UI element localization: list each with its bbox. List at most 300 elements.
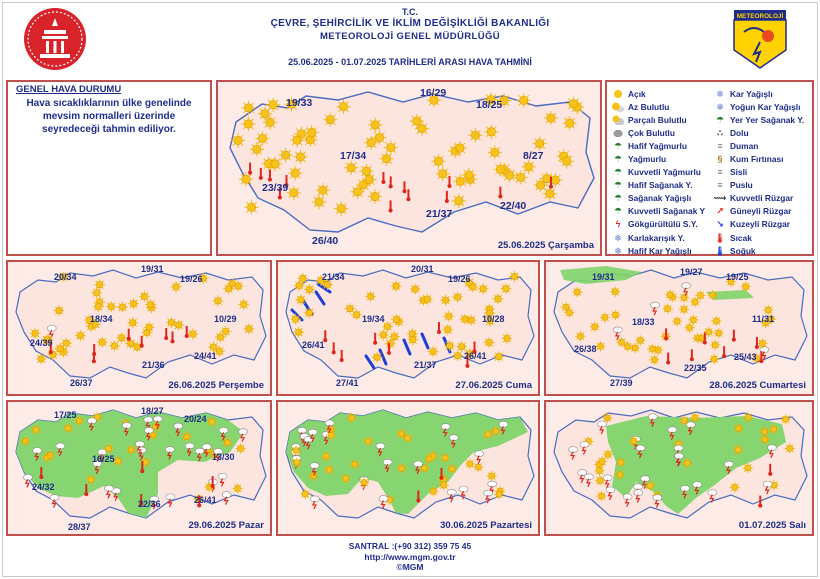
temp-value: 21/37 <box>414 360 437 370</box>
sun-icon <box>440 453 450 463</box>
legend-item: ☂ Sağanak Yağışlı <box>611 192 705 205</box>
map-day0-panel <box>216 80 602 256</box>
sun-icon <box>428 486 438 496</box>
sun-icon <box>103 443 113 453</box>
sun-icon <box>572 287 582 297</box>
sun-icon <box>757 338 767 348</box>
sun-icon <box>630 343 640 353</box>
sun-icon <box>561 302 571 312</box>
cloudy-icon <box>611 128 625 138</box>
sun-icon <box>294 280 305 291</box>
sun-icon <box>295 294 306 305</box>
temp-value: 19/34 <box>362 314 385 324</box>
sun-icon <box>679 416 689 426</box>
map-day5-date: 30.06.2025 Pazartesi <box>440 520 532 531</box>
sun-icon <box>679 304 689 314</box>
map-day1-svg <box>8 262 270 394</box>
sun-icon <box>645 480 655 490</box>
hail-icon: ∴ <box>716 127 724 138</box>
heavy-snow-icon: ❄ <box>716 101 724 112</box>
meteoroloji-logo-icon <box>730 6 790 70</box>
sun-icon <box>293 327 304 338</box>
sun-icon <box>63 423 73 433</box>
general-weather-text: Hava sıcaklıklarının ülke genelinde mevsim normalleri üzerinde seyredeceği tahmin ediliyor. <box>26 98 192 135</box>
sun-icon <box>665 290 675 300</box>
temp-value: 22/40 <box>500 200 527 212</box>
temp-value: 17/34 <box>340 150 367 162</box>
sun-icon <box>428 346 439 357</box>
temp-value: 22/36 <box>138 499 161 509</box>
sun-icon <box>436 167 450 181</box>
sun-icon <box>117 302 128 313</box>
sun-icon <box>695 290 705 300</box>
sun-icon <box>690 297 700 307</box>
header <box>0 0 820 76</box>
sun-icon <box>20 436 30 446</box>
sun-icon <box>231 133 245 147</box>
sun-icon <box>566 97 580 111</box>
temp-value: 26/41 <box>464 351 487 361</box>
sun-icon <box>662 304 672 314</box>
sun-icon <box>410 114 424 128</box>
sun-icon <box>336 100 350 114</box>
sun-icon <box>166 317 177 328</box>
temp-value: 19/27 <box>680 267 703 277</box>
sun-icon <box>465 459 475 469</box>
legend-item: ↗ Güneyli Rüzgar <box>713 205 804 218</box>
map-day6-date: 01.07.2025 Salı <box>738 520 806 531</box>
sun-icon <box>760 434 770 444</box>
sun-icon <box>384 140 398 154</box>
sun-icon <box>290 314 301 325</box>
sun-icon <box>743 463 753 473</box>
sun-icon <box>452 350 463 361</box>
header-tc: T.C. <box>401 7 418 17</box>
sun-icon <box>312 195 326 209</box>
sun-icon <box>494 489 504 499</box>
legend-item: § Kum Fırtınası <box>713 152 804 165</box>
sun-icon <box>304 307 315 318</box>
map-day0-date: 25.06.2025 Çarşamba <box>497 240 594 251</box>
sun-icon <box>359 164 373 178</box>
sun-icon <box>187 329 198 340</box>
sun-icon <box>368 189 382 203</box>
legend-item: Açık <box>611 87 705 100</box>
sun-icon <box>255 131 269 145</box>
sun-icon <box>236 443 246 453</box>
sun-icon <box>563 116 577 130</box>
temp-value: 26/38 <box>574 344 597 354</box>
sun-icon <box>55 343 66 354</box>
temp-value: 28/37 <box>68 522 91 532</box>
temp-value: 20/34 <box>54 272 77 282</box>
partly-cloudy-icon <box>611 115 625 125</box>
sun-icon <box>575 331 585 341</box>
sun-icon <box>372 352 383 363</box>
sun-icon <box>207 417 217 427</box>
rain-icon: ☂ <box>613 154 623 165</box>
sun-icon <box>560 154 574 168</box>
sun-icon <box>733 445 743 455</box>
temp-value: 22/35 <box>684 363 707 373</box>
sun-icon <box>509 271 520 282</box>
map-day4-panel <box>6 400 272 536</box>
temp-value: 25/43 <box>734 352 757 362</box>
sun-icon <box>493 351 504 362</box>
sun-icon <box>308 471 318 481</box>
sun-icon <box>368 118 382 132</box>
legend-item: 🌡 Soğuk <box>714 245 756 256</box>
sun-icon <box>341 474 351 484</box>
sun-icon <box>344 161 358 175</box>
south-wind-icon: ↗ <box>716 206 724 217</box>
sun-icon <box>396 429 406 439</box>
sun-icon <box>711 316 721 326</box>
sun-icon <box>212 296 223 307</box>
sun-icon <box>690 413 700 423</box>
sun-icon <box>407 334 418 345</box>
sun-icon <box>334 202 348 216</box>
temp-value: 16/25 <box>92 454 115 464</box>
sun-icon <box>86 475 96 485</box>
sleet-icon: ❄ <box>614 232 622 243</box>
sun-icon <box>741 282 751 292</box>
sun-icon <box>244 200 258 214</box>
sun-icon <box>468 128 482 142</box>
legend-item: ☂ Hafif Yağmurlu <box>611 139 705 152</box>
sun-icon <box>452 194 466 208</box>
sun-icon <box>316 183 330 197</box>
sun-icon <box>215 332 226 343</box>
sun-icon <box>304 284 315 295</box>
sun-icon <box>730 482 740 492</box>
sun-icon <box>241 101 255 115</box>
map-day2-svg <box>278 262 538 394</box>
sun-icon <box>144 322 155 333</box>
legend <box>605 80 814 256</box>
temp-value: 10/29 <box>214 314 237 324</box>
sun-icon <box>48 349 59 360</box>
sun-icon <box>709 354 719 364</box>
temp-value: 19/31 <box>592 272 615 282</box>
temp-value: 19/26 <box>180 274 203 284</box>
sun-icon <box>484 125 498 139</box>
sun-icon <box>484 337 495 348</box>
sun-icon <box>410 284 421 295</box>
sun-icon <box>238 299 249 310</box>
cold-icon: 🌡 <box>714 245 726 256</box>
sun-icon <box>501 333 512 344</box>
shower-icon: ☂ <box>613 193 623 204</box>
legend-item: ↘ Kuzeyli Rüzgar <box>713 218 804 231</box>
legend-item: ☂ Kuvvetli Yağmurlu <box>611 166 705 179</box>
temp-value: 19/33 <box>286 97 313 109</box>
sun-icon <box>363 436 373 446</box>
temp-value: 19/31 <box>141 264 164 274</box>
sun-icon <box>431 154 445 168</box>
sun-icon <box>447 464 457 474</box>
temp-value: 11/31 <box>752 314 775 324</box>
sun-icon <box>493 293 504 304</box>
temp-value: 21/34 <box>322 272 345 282</box>
sun-icon <box>743 412 753 422</box>
sun-icon <box>714 328 724 338</box>
local-shower-icon: ☂ <box>715 114 725 125</box>
sun-icon <box>290 133 304 147</box>
sun-icon <box>300 489 310 499</box>
sun-icon <box>595 341 605 351</box>
sun-icon <box>326 430 336 440</box>
sun-icon <box>453 141 467 155</box>
sun-small-cloud-icon <box>611 102 625 112</box>
sun-icon <box>444 340 455 351</box>
sun-icon <box>517 93 531 107</box>
sun-icon <box>268 157 282 171</box>
sun-icon <box>424 454 434 464</box>
legend-item: Az Bulutlu <box>611 100 705 113</box>
legend-item: Parçalı Bulutlu <box>611 113 705 126</box>
sun-icon <box>391 314 402 325</box>
sun-icon <box>31 425 41 435</box>
temp-value: 17/25 <box>54 410 77 420</box>
heavy-rain-icon: ☂ <box>613 167 623 178</box>
sun-icon <box>439 480 449 490</box>
haze-icon: ≡ <box>717 180 723 191</box>
legend-item: ☂ Kuvvetli Sağanak Y <box>611 205 705 218</box>
temp-value: 20/31 <box>411 264 434 274</box>
sun-icon <box>93 301 104 312</box>
sun-icon <box>244 323 255 334</box>
sun-icon <box>487 471 497 481</box>
temp-value: 16/29 <box>420 87 447 99</box>
sun-icon <box>397 463 407 473</box>
temp-value: 18/34 <box>90 314 113 324</box>
sun-icon <box>688 315 698 325</box>
temp-value: 18/25 <box>476 99 503 111</box>
legend-item: ❄ Kar Yağışlı <box>713 87 804 100</box>
sun-icon <box>323 113 337 127</box>
sun-icon <box>292 457 302 467</box>
sun-icon <box>182 432 192 442</box>
sun-icon <box>501 283 512 294</box>
sun-icon <box>389 331 400 342</box>
sun-icon <box>391 281 402 292</box>
sun-icon <box>233 281 244 292</box>
sun-icon <box>258 107 272 121</box>
map-day3-panel <box>544 260 814 396</box>
sun-icon <box>128 298 139 309</box>
sun-icon <box>488 145 502 159</box>
legend-item: ⟿ Kuvvetli Rüzgar <box>713 193 794 204</box>
legend-column-2 <box>713 87 804 257</box>
header-ministry: ÇEVRE, ŞEHİRCİLİK VE İKLİM DEĞİŞİKLİĞİ BAKANLIĞI <box>270 18 550 29</box>
sandstorm-icon: § <box>717 154 723 165</box>
map-day5-panel <box>276 400 540 536</box>
legend-item: ∴ Dolu <box>713 126 804 139</box>
sun-icon <box>610 310 620 320</box>
footer-phone: SANTRAL :(+90 312) 359 75 45 <box>348 541 472 551</box>
sun-icon <box>491 426 501 436</box>
legend-item: ❄ Yoğun Kar Yağışlı <box>713 100 804 113</box>
sun-icon <box>597 456 607 466</box>
temp-value: 24/32 <box>32 482 55 492</box>
sun-icon <box>126 445 136 455</box>
sun-icon <box>359 477 369 487</box>
sun-icon <box>45 450 55 460</box>
legend-item: ❄ Karlakarışık Y. <box>611 231 705 244</box>
sun-icon <box>672 316 682 326</box>
north-wind-icon: ↘ <box>716 219 724 230</box>
map-day5-svg <box>278 402 538 534</box>
smoke-icon: ≡ <box>717 140 723 151</box>
light-snow-icon: ❄ <box>614 245 622 256</box>
legend-item: ≡ Puslu <box>713 179 804 192</box>
header-directorate: METEOROLOJİ GENEL MÜDÜRLÜĞÜ <box>319 31 501 42</box>
sun-icon <box>781 414 791 424</box>
legend-item: ☂ Hafif Sağanak Y. <box>611 179 705 192</box>
sun-icon <box>109 340 120 351</box>
temp-value: 20/24 <box>184 414 207 424</box>
temp-value: 13/30 <box>212 452 235 462</box>
sun-icon <box>635 335 645 345</box>
sun-icon <box>241 117 255 131</box>
sun-icon <box>106 301 117 312</box>
map-day3-date: 28.06.2025 Cumartesi <box>709 380 806 391</box>
map-day0-svg <box>218 82 600 254</box>
sun-icon <box>615 470 625 480</box>
sun-icon <box>452 292 463 303</box>
map-day2-panel <box>276 260 540 396</box>
sun-icon <box>785 443 795 453</box>
thunderstorm-icon <box>310 496 319 509</box>
temp-value: 19/25 <box>726 272 749 282</box>
general-weather-title: GENEL HAVA DURUMU <box>16 84 122 95</box>
sun-icon <box>616 457 626 467</box>
sun-icon <box>611 89 625 99</box>
sun-icon <box>610 287 620 297</box>
sun-icon <box>533 136 547 150</box>
sun-icon <box>596 491 606 501</box>
legend-item: ☂ Yer Yer Sağanak Y. <box>713 113 804 126</box>
sun-icon <box>364 136 378 150</box>
sun-icon <box>365 291 376 302</box>
sun-icon <box>543 187 557 201</box>
map-day1-date: 26.06.2025 Perşembe <box>168 380 264 391</box>
map-day1-panel <box>6 260 272 396</box>
footer-url[interactable]: http://www.mgm.gov.tr <box>364 551 456 562</box>
meteoroloji-logo-text: METEOROLOJİ <box>736 13 784 20</box>
sun-icon <box>460 314 471 325</box>
sun-icon <box>442 324 453 335</box>
temp-value: 27/39 <box>610 378 633 388</box>
legend-item: ≡ Duman <box>713 139 804 152</box>
legend-item: 🌡 Sıcak <box>714 232 752 243</box>
thunderstorm-icon: ϟ <box>615 219 621 230</box>
legend-column-1 <box>611 87 705 257</box>
map-day6-svg <box>546 402 812 534</box>
sun-icon <box>324 465 334 475</box>
light-rain-icon: ☂ <box>613 140 623 151</box>
temp-value: 24/41 <box>194 351 217 361</box>
sun-icon <box>502 168 516 182</box>
sun-icon <box>75 330 86 341</box>
sun-icon <box>622 341 632 351</box>
sun-icon <box>346 413 356 423</box>
legend-item: ☂ Yağmurlu <box>611 152 705 165</box>
sun-icon <box>603 449 613 459</box>
sun-icon <box>321 451 331 461</box>
temp-value: 8/27 <box>523 150 544 162</box>
legend-item: ❄ Hafif Kar Yağışlı <box>611 244 705 257</box>
legend-item: ≡ Sisli <box>713 166 804 179</box>
sun-icon <box>233 483 243 493</box>
sun-icon <box>440 295 451 306</box>
temp-value: 10/28 <box>482 314 505 324</box>
sun-icon <box>91 287 102 298</box>
sun-icon <box>54 305 65 316</box>
sun-icon <box>97 337 108 348</box>
map-day4-svg <box>8 402 270 534</box>
footer-copyright: ©MGM <box>396 562 424 572</box>
temp-value: 19/26 <box>448 274 471 284</box>
sun-icon <box>305 125 319 139</box>
sun-icon <box>250 142 264 156</box>
sun-icon <box>708 290 718 300</box>
sun-icon <box>595 476 605 486</box>
sun-icon <box>679 293 689 303</box>
sun-icon <box>223 283 234 294</box>
temp-value: 24/39 <box>30 338 53 348</box>
temp-value: 26/41 <box>302 340 325 350</box>
snow-icon: ❄ <box>716 88 724 99</box>
general-weather-box <box>6 80 212 256</box>
sun-icon <box>733 423 743 433</box>
sun-icon <box>769 424 779 434</box>
sun-icon <box>600 312 610 322</box>
sun-icon <box>629 436 639 446</box>
sun-icon <box>94 279 105 290</box>
sun-icon <box>478 283 489 294</box>
sun-icon <box>345 303 356 314</box>
sun-icon <box>594 466 604 476</box>
sun-icon <box>173 320 184 331</box>
sun-icon <box>127 317 138 328</box>
sun-icon <box>379 152 393 166</box>
sun-icon <box>287 186 301 200</box>
sun-icon <box>139 291 150 302</box>
sun-icon <box>514 170 528 184</box>
sun-icon <box>116 332 127 343</box>
sun-icon <box>293 150 307 164</box>
sun-icon <box>350 185 364 199</box>
light-shower-icon: ☂ <box>613 180 623 191</box>
legend-item: ϟ Gökgürültülü S.Y. <box>611 218 705 231</box>
header-date-range: 25.06.2025 - 01.07.2025 TARİHLERİ ARASI HAVA TAHMİNİ <box>288 57 532 67</box>
sun-icon <box>590 322 600 332</box>
sun-icon <box>422 294 433 305</box>
map-day6-panel <box>544 400 814 536</box>
sun-icon <box>443 311 454 322</box>
sun-icon <box>682 458 692 468</box>
sun-icon <box>145 299 156 310</box>
temp-value: 18/27 <box>141 406 164 416</box>
sun-icon <box>36 353 47 364</box>
temp-value: 26/40 <box>312 235 339 247</box>
temp-value: 26/41 <box>194 495 217 505</box>
hot-icon: 🌡 <box>714 232 726 243</box>
temp-value: 21/36 <box>142 360 165 370</box>
sun-icon <box>350 459 360 469</box>
